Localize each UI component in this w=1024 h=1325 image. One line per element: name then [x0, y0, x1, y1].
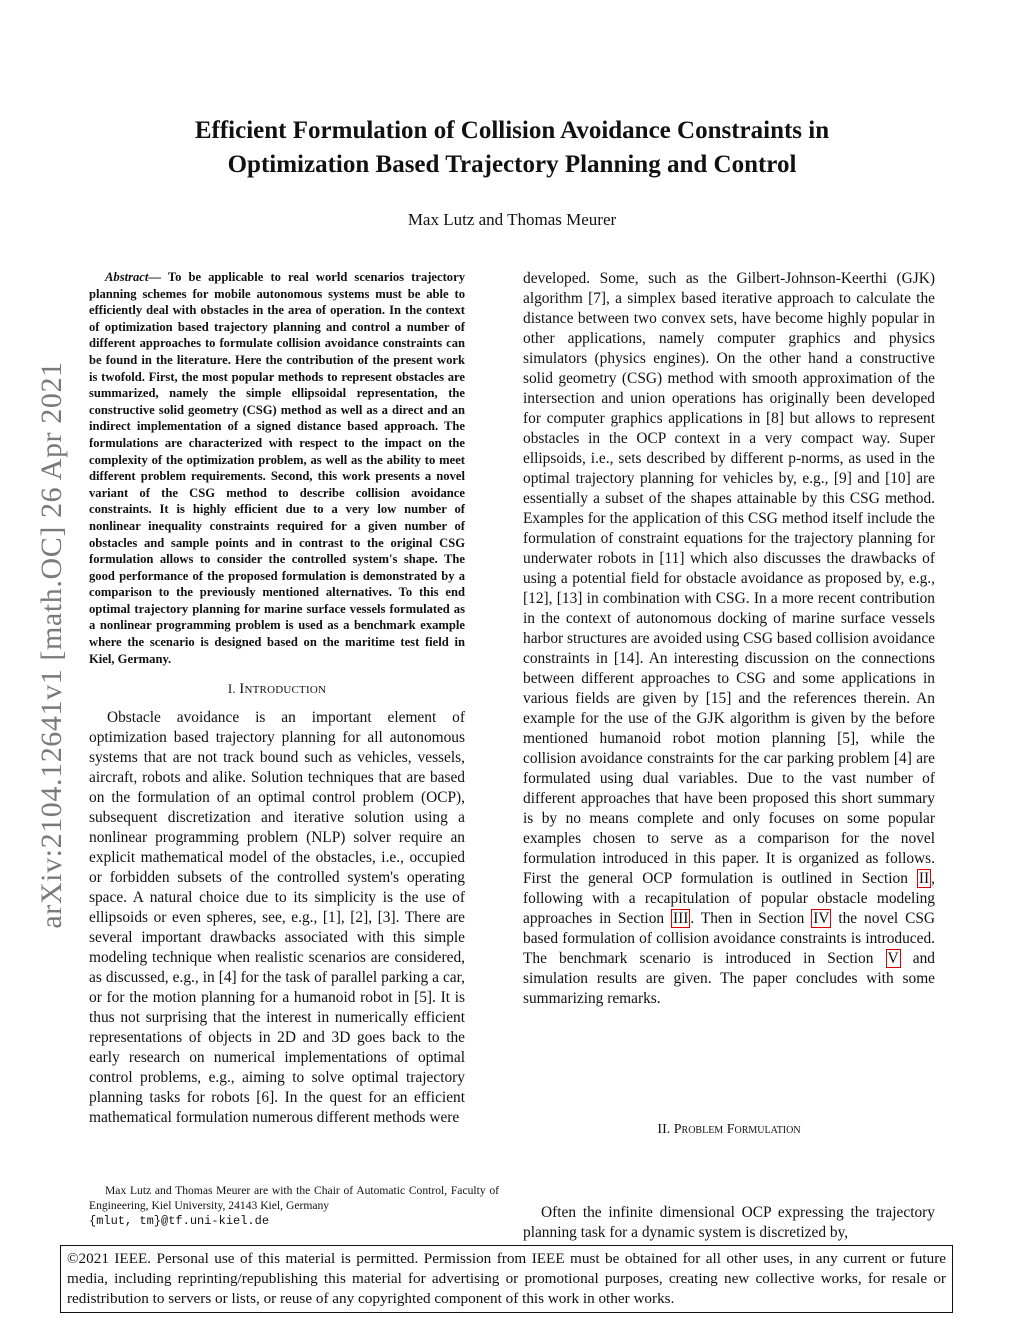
- abstract-text: — To be applicable to real world scenarios trajectory planning schemes for mobile autonomous systems must be able to efficiently deal with obstacles in the area of operation. In the context of optimization based trajectory planning and control a number of different approaches to formulate collision avoidance constraints can be found in the literature. Here the contribution of the present work is twofold. First, the most popular methods to represent obstacles are summarized, namely the simple ellipsoidal representation, the constructive solid geometry (CSG) method as well as a direct and an indirect implementation of a signed distance based approach. The formulations are characterized with respect to the impact on the complexity of the optimization problem, as well as the ability to meet different problem requirements. Second, this work presents a novel variant of the CSG method to describe collision avoidance constraints. It is highly efficient due to a very low number of nonlinear inequality constraints required for a given number of obstacles and sample points and in contrast to the original CSG formulation allows to consider the controlled system's shape. The good performance of the proposed formulation is demonstrated by a comparison to the previously mentioned alternatives. To this end optimal trajectory planning for marine surface vessels formulated as a nonlinear programming problem is used as a benchmark example where the scenario is designed based on the maritime test field in Kiel, Germany.: [89, 270, 465, 666]
- author-footnote: [89, 1183, 499, 1229]
- text-run: , following with a recapitulation of popular obstacle modeling approaches in Section: [523, 870, 935, 927]
- arxiv-id[interactable]: arXiv:2104.12641v1 [math.OC] 26 Apr 2021: [35, 361, 68, 929]
- section-link-iv[interactable]: IV: [813, 910, 830, 927]
- footnote-email[interactable]: {mlut, tm}@tf.uni-kiel.de: [89, 1214, 270, 1228]
- abstract: [89, 269, 465, 667]
- copyright-notice: ©2021 IEEE. Personal use of this material is permitted. Permission from IEEE must be obtained for all other uses, in any current or future media, including reprinting/republishing this material for advertising or promotional purposes, creating new collective works, for resale or redistribution to servers or lists, or reuse of any copyrighted component of this work in other works.: [60, 1245, 953, 1313]
- abstract-label: Abstract: [105, 270, 149, 284]
- section-link-iii[interactable]: III: [672, 910, 689, 927]
- section-title: Problem Formulation: [673, 1122, 801, 1137]
- text-run: and simulation results are given. The paper concludes with some summarizing remarks.: [523, 950, 935, 1007]
- intro-paragraph: Obstacle avoidance is an important element of optimization based trajectory planning for all autonomous systems that are not track bound such as vehicles, vessels, aircraft, robots and alike. Solution techniques that are based on the formulation of an optimal control problem (OCP), subsequent discretization and iterative solution using a nonlinear programming problem (NLP) solver require an explicit mathematical model of the obstacles, i.e., occupied or forbidden subsets of the controlled system's operating space. A natural choice due to its simplicity is the use of ellipsoids or even spheres, see, e.g., [1], [2], [3]. There are several important drawbacks associated with this simple modeling technique when realistic scenarios are considered, as discussed, e.g., in [4] for the task of parallel parking a car, or for the motion planning for a humanoid robot in [5]. It is thus not surprising that the interest in numerically efficient representations of objects in 2D and 3D goes back to the early research on numerical implementations of optimal control problems, e.g., aiming to solve optimal trajectory planning tasks for robots [6]. In the quest for an efficient mathematical formulation numerous different methods were: [89, 709, 465, 1127]
- section-heading-problem-formulation: [523, 1122, 935, 1138]
- footnote-affiliation: Max Lutz and Thomas Meurer are with the Chair of Automatic Control, Faculty of Engineering, Kiel University, 24143 Kiel, Germany: [89, 1184, 499, 1212]
- paper-title: [140, 114, 884, 182]
- section-link-ii[interactable]: II: [918, 870, 930, 887]
- problem-formulation-paragraph: Often the infinite dimensional OCP expressing the trajectory planning task for a dynamic system is discretized by,: [523, 1204, 935, 1242]
- section-heading-introduction: [89, 681, 465, 698]
- text-run: the novel CSG based formulation of collision avoidance constraints is introduced. The benchmark scenario is introduced in Section: [523, 910, 936, 967]
- author-list: Max Lutz and Thomas Meurer: [407, 210, 617, 229]
- text-run: developed. Some, such as the Gilbert-Johnson-Keerthi (GJK) algorithm [7], a simplex based iterative approach to calculate the distance between two convex sets, have become highly popular in other applications, namely computer graphics and physics simulators (physics engines). On the other hand a constructive solid geometry (CSG) method with smooth approximation of the intersection and union operations has originally been developed for computer graphics applications in [8] but allows to represent obstacles in the OCP context in a very compact way. Super ellipsoids, i.e., sets described by different p-norms, as used in the optimal trajectory planning for vehicles by, e.g., [9] and [10] are essentially a subset of the shapes attainable by this CSG method. Examples for the application of this CSG method itself include the formulation of constraint equations for the trajectory planning for underwater robots in [11] which also discusses the drawbacks of using a potential field for obstacle avoidance as proposed by, e.g., [12], [13] in combination with CSG. In a more recent contribution in the context of autonomous docking of marine surface vessels harbor structures are avoided using CSG based collision avoidance constraints in [14]. An interesting discussion on the connections between different approaches to CSG and some applications in various fields are given by [15] and the references therein. An example for the use of the GJK algorithm is given by the before mentioned humanoid robot motion planning [5], while the collision avoidance constraints for the car parking problem [4] are formulated using dual variables. Due to the vast number of different approaches that have been proposed this short summary is by no means complete and only focuses on some popular examples chosen to serve as a comparison for the novel formulation introduced in this paper. It is organized as follows. First the general OCP formulation is outlined in Section: [523, 270, 936, 887]
- text-run: . Then in Section: [690, 910, 812, 927]
- title-line-2: Optimization Based Trajectory Planning and Control: [227, 151, 797, 178]
- section-number: II.: [657, 1122, 674, 1137]
- intro-continued-paragraph: [523, 269, 935, 1009]
- right-column: [523, 269, 935, 1009]
- section-title: Introduction: [239, 681, 327, 698]
- section-link-v[interactable]: V: [887, 950, 899, 967]
- title-line-1: Efficient Formulation of Collision Avoidance Constraints in: [194, 117, 830, 144]
- section-number: I.: [227, 681, 240, 697]
- left-column: [89, 269, 465, 1128]
